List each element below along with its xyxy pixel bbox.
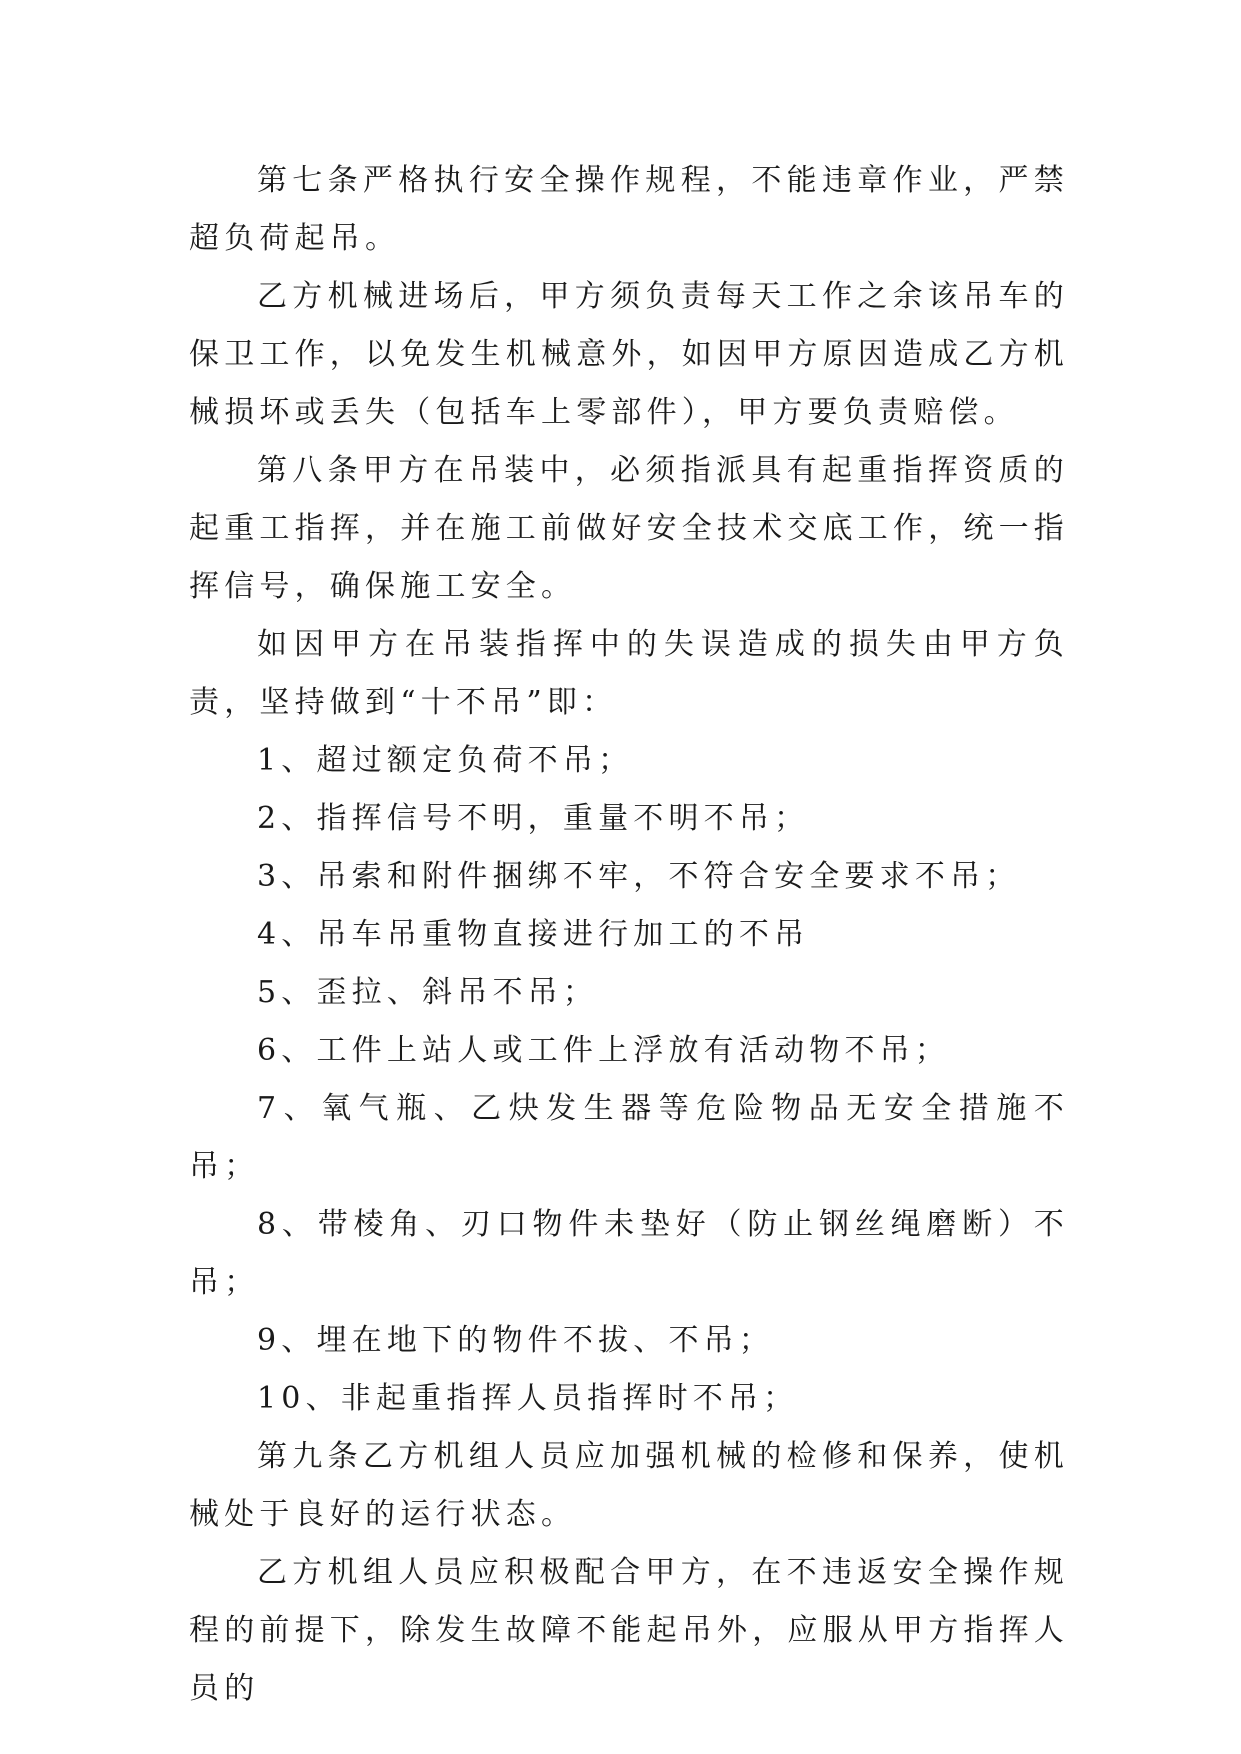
list-item-2: 2、指挥信号不明，重量不明不吊； xyxy=(257,801,810,836)
paragraph-article-8: 第八条甲方在吊装中，必须指派具有起重指挥资质的起重工指挥，并在施工前做好安全技术交底工作，统一指挥信号，确保施工安全。 xyxy=(189,453,1069,604)
list-item-1: 1、超过额定负荷不吊； xyxy=(257,743,634,778)
list-item-10: 10、非起重指挥人员指挥时不吊； xyxy=(257,1381,799,1416)
list-item-4: 4、吊车吊重物直接进行加工的不吊 xyxy=(257,917,810,952)
list-item-7: 7、氧气瓶、乙炔发生器等危险物品无安全措施不吊； xyxy=(189,1091,1069,1184)
list-item-9: 9、埋在地下的物件不拔、不吊； xyxy=(257,1323,775,1358)
paragraph-article-9: 第九条乙方机组人员应加强机械的检修和保养，使机械处于良好的运行状态。 xyxy=(189,1439,1069,1532)
list-item-8: 8、带棱角、刃口物件未垫好（防止钢丝绳磨断）不吊； xyxy=(189,1207,1069,1300)
paragraph-ten-no-lift-intro: 如因甲方在吊装指挥中的失误造成的损失由甲方负责，坚持做到“十不吊”即： xyxy=(189,627,1069,720)
paragraph-crew-cooperation: 乙方机组人员应积极配合甲方，在不违返安全操作规程的前提下，除发生故障不能起吊外，应服从甲方指挥人员的 xyxy=(189,1555,1069,1706)
list-item-6: 6、工件上站人或工件上浮放有活动物不吊； xyxy=(257,1033,951,1068)
list-item-3: 3、吊索和附件捆绑不牢，不符合安全要求不吊； xyxy=(257,859,1021,894)
paragraph-article-7: 第七条严格执行安全操作规程，不能违章作业，严禁超负荷起吊。 xyxy=(189,163,1069,256)
list-item-5: 5、歪拉、斜吊不吊； xyxy=(257,975,599,1010)
paragraph-machinery-security: 乙方机械进场后，甲方须负责每天工作之余该吊车的保卫工作，以免发生机械意外，如因甲方原因造成乙方机械损坏或丢失（包括车上零部件），甲方要负责赔偿。 xyxy=(189,279,1069,430)
document-body xyxy=(189,152,1069,1718)
